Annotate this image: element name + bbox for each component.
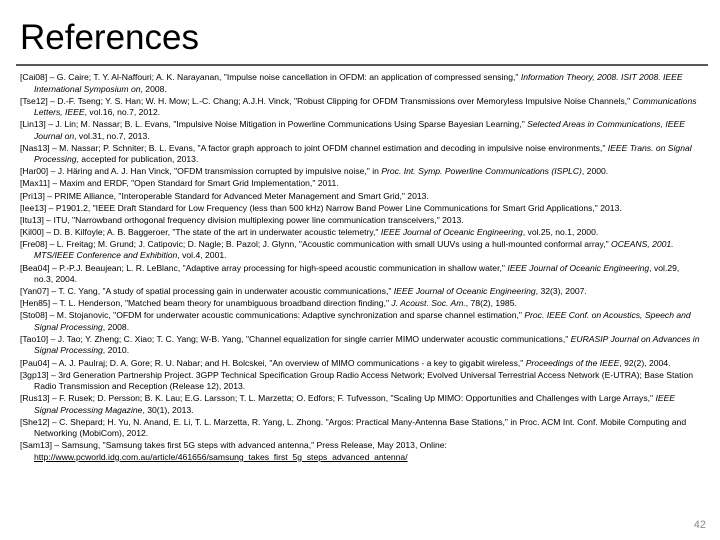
reference-venue: Proc. IEEE Conf. on Acoustics, Speech and Signal Processing (34, 310, 691, 332)
reference-details: , 2008. (102, 321, 130, 332)
reference-item (20, 143, 700, 166)
reference-venue: Selected Areas in Communications, IEEE Journal on (34, 119, 685, 141)
slide-title: References (20, 18, 199, 57)
reference-text: [Nas13] – M. Nassar; P. Schniter; B. L. Evans, "A factor graph approach to joint OFDM channel estimation and decoding in impulsive noise environments," (20, 142, 606, 153)
reference-text: [Pri13] – PRIME Alliance, "Interoperable Standard for Advanced Meter Management and Smart Grid," 2013. (20, 190, 429, 201)
reference-details: , vol.31, no.7, 2013. (74, 130, 150, 141)
reference-venue: IEEE Journal of Oceanic Engineering (507, 262, 650, 273)
reference-venue: J. Acoust. Soc. Am. (391, 298, 466, 309)
reference-list (20, 72, 700, 464)
reference-item (20, 203, 700, 215)
reference-link[interactable]: http://www.pcworld.idg.com.au/article/461656/samsung_takes_first_5g_steps_advanced_antenna/ (34, 451, 408, 462)
reference-item (20, 178, 700, 190)
reference-text: [Tao10] – J. Tao; Y. Zheng; C. Xiao; T. C. Yang; W-B. Yang, "Channel equalization for single carrier MIMO underwater acoustic communications," (20, 333, 569, 344)
reference-text: [Kil00] – D. B. Kilfoyle; A. B. Baggeroer, "The state of the art in underwater acoustic telemetry," (20, 226, 379, 237)
reference-venue: IEEE Trans. on Signal Processing (34, 142, 692, 165)
reference-venue: Proceedings of the IEEE (525, 357, 620, 368)
reference-text: [Lin13] – J. Lin; M. Nassar; B. L. Evans, "Impulsive Noise Mitigation in Powerline Communications Using Sparse Bayesian Learning," (20, 119, 525, 130)
reference-text: [Iee13] – P1901.2, "IEEE Draft Standard for Low Frequency (less than 500 kHz) Narrow Band Power Line Communications for Smart Grid Applications," 2013. (20, 202, 622, 213)
reference-text: [3gp13] – 3rd Generation Partnership Project. 3GPP Technical Specification Group Radio Access Network; Evolved Universal Terrestrial Access Network (E-UTRA); Base Station Radio Transmission and Reception (Release 12), 2013. (20, 369, 694, 392)
reference-item (20, 263, 700, 286)
reference-item (20, 191, 700, 203)
reference-text: [Tse12] – D.-F. Tseng; Y. S. Han; W. H. Mow; L.-C. Chang; A.J.H. Vinck, "Robust Clipping for OFDM Transmissions over Memoryless Impulsive Noise Channels," (20, 95, 631, 106)
reference-text: [Sam13] – Samsung, "Samsung takes first 5G steps with advanced antenna," Press Release, May 2013, Online: (20, 440, 447, 451)
reference-details: , 78(2), 1985. (465, 298, 517, 309)
reference-venue: IEEE Journal of Oceanic Engineering (393, 286, 536, 297)
reference-item (20, 440, 700, 463)
reference-item (20, 358, 700, 370)
reference-item (20, 239, 700, 262)
reference-details: , 32(3), 2007. (535, 286, 587, 297)
reference-text: [She12] – C. Shepard; H. Yu, N. Anand, E. Li, T. L. Marzetta, R. Yang, L. Zhong. "Argos: Practical Many-Antenna Base Stations," in Proc. ACM Int. Conf. Mobile Computing and Networking (MobiCom), 2012. (20, 416, 687, 439)
title-divider (16, 64, 708, 66)
reference-details: , vol.4, 2001. (177, 250, 227, 261)
reference-item (20, 72, 700, 95)
reference-text: [Pau04] – A. J. Paulraj; D. A. Gore; R. U. Nabar; and H. Bolcskei, "An overview of MIMO communications - a key to gigabit wireless," (20, 357, 524, 368)
reference-details: , vol.29, no.3, 2004. (34, 262, 680, 285)
reference-item (20, 166, 700, 178)
reference-venue: OCEANS, 2001. MTS/IEEE Conference and Exhibition (34, 238, 674, 261)
reference-venue: Information Theory, 2008. ISIT 2008. IEEE International Symposium on (34, 72, 683, 94)
reference-text: [Hen85] – T. L. Henderson, "Matched beam theory for unambiguous broadband direction finding," (20, 298, 390, 309)
reference-text: [Sto08] – M. Stojanovic, "OFDM for underwater acoustic communications: Adaptive synchronization and sparse channel estimation," (20, 310, 522, 321)
reference-venue: IEEE Signal Processing Magazine (34, 393, 676, 415)
reference-item (20, 417, 700, 440)
reference-text: [Itu13] – ITU, "Narrowband orthogonal frequency division multiplexing power line communication transceivers," 2013. (20, 214, 464, 225)
reference-details: , 2008. (140, 83, 167, 94)
page-number: 42 (693, 519, 706, 531)
reference-venue: IEEE Journal of Oceanic Engineering (380, 226, 523, 237)
reference-text: [Rus13] – F. Rusek; D. Persson; B. K. Lau; E.G. Larsson; T. L. Marzetta; O. Edfors; F. Tufvesson, "Scaling Up MIMO: Opportunities and Challenges with Large Arrays," (20, 393, 654, 404)
reference-text: [Fre08] – L. Freitag; M. Grund; J. Catipovic; D. Nagle; B. Pazol; J. Glynn, "Acoustic communication with small UUVs using a hull-mounted conformal array," (20, 238, 609, 249)
reference-text: [Max11] – Maxim and ERDF, "Open Standard for Smart Grid Implementation," 2011. (20, 178, 339, 189)
reference-details: , 30(1), 2013. (142, 404, 194, 415)
reference-text: [Har00] – J. Häring and A. J. Han Vinck, "OFDM transmission corrupted by impulsive noise," in (20, 166, 379, 177)
reference-details: , accepted for publication, 2013. (76, 154, 199, 165)
reference-item (20, 310, 700, 333)
reference-item (20, 119, 700, 142)
reference-item (20, 215, 700, 227)
reference-item (20, 370, 700, 393)
reference-item (20, 393, 700, 416)
reference-venue: Communications Letters, IEEE (34, 95, 697, 118)
reference-venue: EURASIP Journal on Advances in Signal Processing (34, 333, 700, 356)
reference-item (20, 227, 700, 239)
reference-venue: Proc. Int. Symp. Powerline Communications (ISPLC) (381, 166, 582, 177)
reference-details: , vol.25, no.1, 2000. (522, 226, 599, 237)
reference-text: [Yan07] – T. C. Yang, "A study of spatial processing gain in underwater acoustic communications," (20, 286, 392, 297)
reference-details: , 92(2), 2004. (619, 357, 671, 368)
reference-item (20, 286, 700, 298)
reference-text: [Cai08] – G. Caire; T. Y. Al-Naffouri; A. K. Narayanan, "Impulse noise cancellation in OFDM: an application of compressed sensing," (20, 72, 519, 82)
reference-item (20, 298, 700, 310)
reference-details: , 2000. (581, 166, 609, 177)
reference-item (20, 334, 700, 357)
reference-details: , 2010. (102, 345, 130, 356)
reference-text: [Bea04] – P.-P.J. Beaujean; L. R. LeBlanc, "Adaptive array processing for high-speed acoustic communication in shallow water," (20, 262, 505, 273)
reference-item (20, 96, 700, 119)
reference-details: , vol.16, no.7, 2012. (84, 107, 161, 118)
